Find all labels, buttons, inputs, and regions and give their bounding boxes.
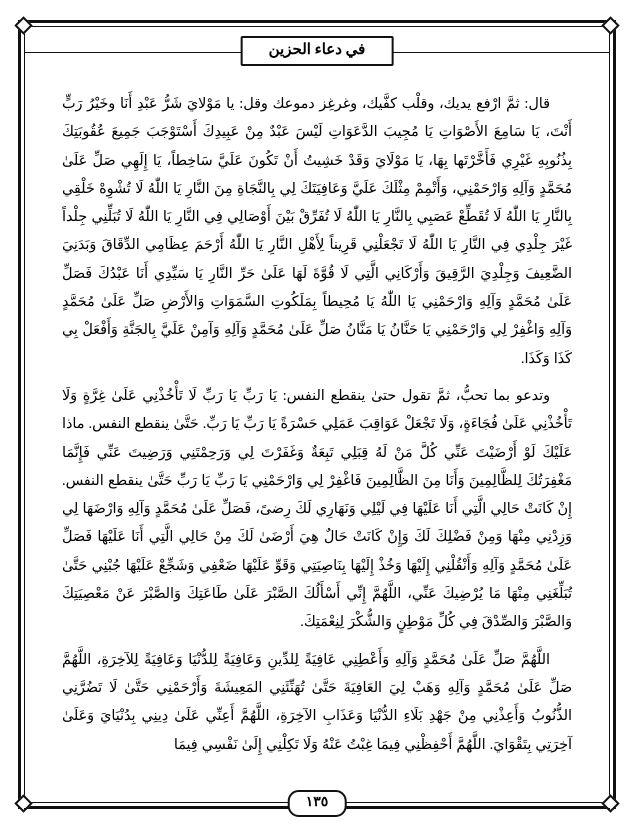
paragraph-3: اللَّهُمَّ صَلِّ عَلَىٰ مُحَمَّدٍ وَآلِهِ وَأَعْطِنِي عَافِيَةً لِلدِّينِ وَعَافِيَةً لِلدُّنْيَا وَعَافِيَةً لِلآخِرَةِ، اللَّهُمَّ صَلِّ عَلَىٰ مُحَمَّدٍ وَآلِهِ وَهَبْ لِيَ العَافِيَةَ حَتَّىٰ تُهَنِّئَنِي المَعِيشَةَ وَأَرْحَمْنِي حَتَّىٰ لَا تَضُرَّنِي الذُّنُوبُ وَأَعِذْنِي مِنْ جَهْدِ بَلَاءِ الدُّنْيَا وَعَذَابِ الآخِرَةِ، اللَّهُمَّ أَعِنِّي عَلَىٰ دِينِي بِدُنْيَايَ وَعَلَىٰ آخِرَتِي بِتَقْوَايَ. اللَّهُمَّ أَحْفِظْنِي فِيمَا غِبْتُ عَنْهُ وَلَا تَكِلْنِي إِلَىٰ نَفْسِي فِيمَا [62, 651, 572, 753]
header-rule-tick-left [24, 47, 25, 58]
page-title: في دعاء الحزين [268, 42, 366, 58]
page-header [24, 36, 610, 70]
body-text [62, 90, 572, 759]
header-rule-tick-right [609, 47, 610, 58]
header-cartouche [241, 36, 394, 66]
paragraph-1: قال: ثمَّ ارْفع يديك، وقلْب كفَّيك، وغرغِز دموعك وقل: يا مَوْلايَ شَرُّ عَبْدِ أَنَا وخَيْرُ رَبٍّ أَنْتَ، يَا سَامِعَ الأَصْوَاتِ يَا مُجِيبَ الدَّعَوَاتِ لَيْسَ عَبْدٌ مِنْ عَبِيدِكَ أَسْتَوْجَبَ جَمِيعَ عُقُوبَتِكَ بِذُنُوبِهِ غَيْرِي فَأَخَّرْتَها بِهَا، يَا مَوْلَايَ وَقَدْ خَشِيتُ أَنْ تَكُونَ عَلَيَّ سَاخِطاً، يَا إِلَهِي صَلِّ عَلَىٰ مُحَمَّدٍ وَآلِهِ وَارْحَمْنِي، وَأَتْمِمْ مِثْلَكَ عَلَيَّ وَعَافِيَتَكَ لِي بِالنَّجَاةِ مِنَ النَّارِ يَا اللّٰهُ لَا تُشْوِهْ خَلْقِي بِالنَّارِ يَا اللّٰهُ لَا تُقَطِّعْ عَصَبِي بِالنَّارِ يَا اللّٰهُ لَا تُفَرِّقْ بَيْنَ أَوْصَالِي فِي النَّارِ يَا اللّٰهُ لَا تُبَلِّنِي جِلْداً غَيْرَ جِلْدِي فِي النَّارِ يَا اللّٰهُ لَا تَجْعَلْنِي قَرِيناً لِأَهْلِ النَّارِ يَا اللّٰهُ أَرْحَمَ عِظَامِي الدِّقَاقَ وَبَدَنِيَ الضَّعِيفَ وَجِلْدِيَ الرَّقِيقَ وَأَرْكَانِي الَّتِي لَا قُوَّةَ لَهَا عَلَىٰ حَرِّ النَّارِ يَا سَيِّدِي أَنَا عَبْدُكَ فَصَلِّ عَلَىٰ مُحَمَّدٍ وَآلِهِ وَارْحَمْنِي يَا اللّٰهُ يَا مُحِيطاً بِمَلَكُوتِ السَّمَوَاتِ وَالأَرْضِ صَلِّ عَلَىٰ مُحَمَّدٍ وَآلِهِ وَاغْفِرْ لِي وَارْحَمْنِي يَا حَنَّانُ يَا مَنَّانُ صَلِّ عَلَىٰ مُحَمَّدٍ وَآلِهِ وَآمِنْ عَلَيَّ بِالجَنَّةِ وَأَفْعَلْ بِي كَذَا وَكَذَا. [62, 96, 572, 367]
paragraph-2: وتدعو بما تحبُّ، ثمَّ تقول حتىٰ ينقطع النفس: يَا رَبِّ يَا رَبِّ لَا تَأْخُذْنِي عَلَىٰ غِرَّةٍ وَلَا تَأْخُذْنِي عَلَىٰ فُجَاءَةٍ، وَلَا تَجْعَلْ عَوَاقِبَ عَمَلِي حَسْرَةً يَا رَبِّ يَا رَبِّ. حَتَّىٰ ينقطع النفس. ماذا عَلَيْكَ لَوْ أَرْضَيْتَ عَنِّي كُلَّ مَنْ لَهُ قِبَلِي تَبِعَةٌ وَغَفَرْتَ لِي وَرَحِمْتَنِي وَرَضِيتَ عَنِّي فَإِنَّمَا مَغْفِرَتُكَ لِلظَّالِمِينَ وَأَنَا مِنَ الظَّالِمِينَ فَاغْفِرْ لِي وَارْحَمْنِي يَا رَبِّ يَا رَبِّ حَتَّىٰ ينقطع النفس. إِنْ كَانَتْ حَالِي الَّتِي أَنَا عَلَيْهَا فِي لَيْلِي وَنَهَارِي لَكَ رِضىً، فَصَلِّ عَلَىٰ مُحَمَّدٍ وَآلِهِ وَارْضَهَا لِي وَزِدْنِي مِنْهَا وَمِنْ فَضْلِكَ لَكَ وَإِنْ كَانَتْ حَالٌ هِيَ أَرْضَىٰ لَكَ مِنْ حَالِي الَّتِي أَنَا عَلَيْهَا فَصَلِّ عَلَىٰ مُحَمَّدٍ وَآلِهِ وَأَنْقُلْنِي إِلَيْهَا وَخُذْ إِلَيْهَا بِنَاصِيَتِي وَقَوِّ عَلَيْهَا ضَعْفِي وَشَجِّعْ عَلَيْهَا جُبْنِي حَتَّىٰ تُبَلِّغَنِي مِنْهَا مَا يُرْضِيكَ عَنِّي، اللَّهُمَّ إِنِّي أَسْأَلُكَ الصَّبْرَ عَلَىٰ طَاعَتِكَ وَالصَّبْرَ عَنْ مَعْصِيَتِكَ وَالصَّبْرَ وَالصِّدْقَ فِي كُلِّ مَوْطِنٍ وَالشُّكْرَ لِنِعْمَتِكَ. [62, 387, 572, 631]
page-number: ١٣٥ [288, 790, 347, 817]
